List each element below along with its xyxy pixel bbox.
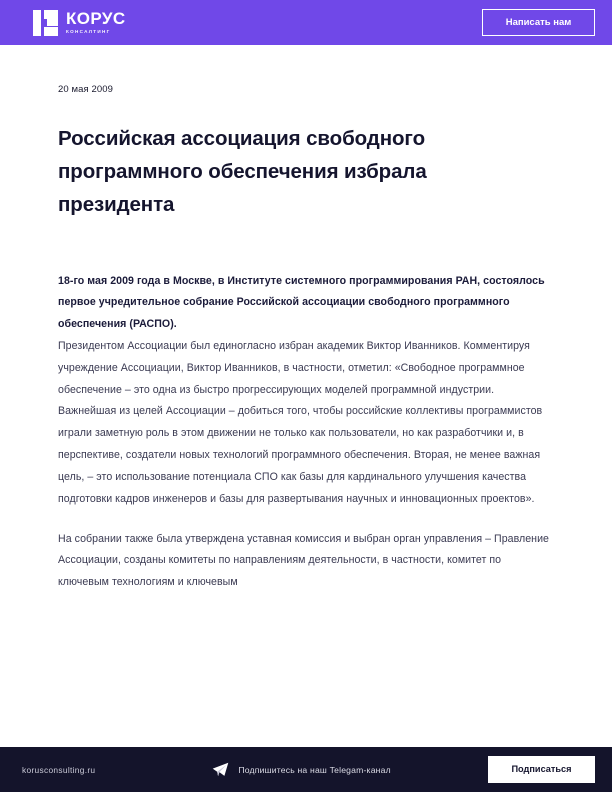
telegram-promo-text: Подпишитесь на наш Telegam-канал: [238, 764, 391, 775]
brand-logo[interactable]: [33, 10, 126, 36]
korus-k-mark-icon: [33, 10, 58, 36]
telegram-paper-plane-icon: [212, 762, 229, 777]
brand-wordmark: [66, 10, 126, 35]
article-date: 20 мая 2009: [58, 84, 114, 95]
article-lead-paragraph: 18-го мая 2009 года в Москве, в Институте системного программирования РАН, состоялось первое учредительное собрание Российской ассоциации свободного программного обеспечения (РАСПО).: [58, 274, 545, 331]
site-header: [0, 0, 612, 45]
article-paragraph-1: Президентом Ассоциации был единогласно избран академик Виктор Иванников. Комментируя учреждение Ассоциации, Виктор Иванников, в частности, отметил: «Свободное программное обеспечение – это одна из быстро прогрессирующих моделей программной индустрии. Важнейшая из целей Ассоциации – добиться того, чтобы российские коллективы программистов играли заметную роль в этом движении не только как пользователи, но как разработчики и, в перспективе, создатели новых технологий программного обеспечения. Вторая, не менее важная цель, – это использование потенциала СПО как базы для кардинального улучшения качества подготовки кадров инженеров и базы для развертывания научных и инновационных проектов».: [58, 340, 543, 505]
subscribe-button[interactable]: Подписаться: [488, 756, 595, 783]
contact-us-button[interactable]: Написать нам: [482, 9, 595, 37]
footer-website-link[interactable]: korusconsulting.ru: [22, 764, 96, 775]
page-title: Российская ассоциация свободного программного обеспечения избрала президента: [58, 127, 427, 217]
brand-title: КОРУС: [66, 9, 126, 29]
telegram-promo[interactable]: [212, 762, 488, 777]
article-paragraph-2: На собрании также была утверждена уставная комиссия и выбран орган управления – Правление Ассоциации, созданы комитеты по направлениям деятельности, в частности, комитет по ключевым технологиям и ключевым: [58, 532, 549, 589]
article-main: [0, 45, 612, 747]
brand-subtitle: КОНСАЛТИНГ: [66, 29, 111, 35]
site-footer: [0, 747, 612, 792]
